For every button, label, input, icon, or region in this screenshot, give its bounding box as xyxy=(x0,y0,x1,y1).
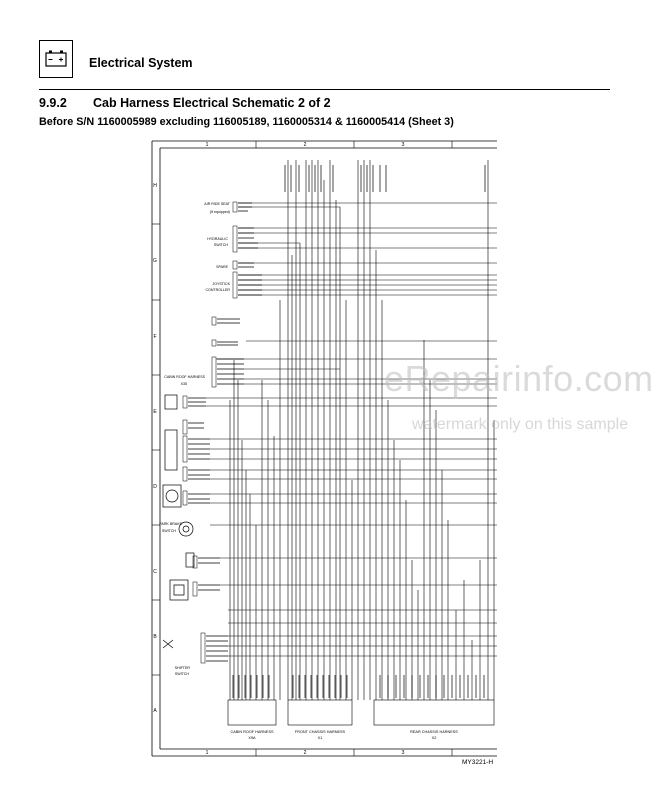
watermark-subtext: watermark only on this sample xyxy=(412,416,629,433)
column-label-top-1: 1 xyxy=(205,142,209,148)
row-label-b: B xyxy=(153,634,157,640)
label-joystick: JOYSTICK xyxy=(212,282,230,286)
harness-label-front-chassis: FRONT CHASSIS HARNESS xyxy=(294,730,346,734)
row-ticks xyxy=(152,224,160,675)
label-hydraulic: HYDRAULIC xyxy=(207,237,228,241)
column-label-bottom-1: 1 xyxy=(205,750,209,756)
row-label-d: D xyxy=(153,484,157,490)
label-cabin-roof-harness: CABIN ROOF HARNESS xyxy=(164,375,205,379)
page-header-title: Electrical System xyxy=(89,56,193,70)
top-wire-label-marks xyxy=(285,165,485,192)
column-label-bottom-3: 3 xyxy=(401,750,405,756)
section-title: Cab Harness Electrical Schematic 2 of 2 xyxy=(93,96,331,110)
label-if-equipped: (If equipped) xyxy=(209,210,230,214)
watermark-text: eRepairinfo.com xyxy=(384,358,654,399)
harness-label-x1: X1 xyxy=(317,736,323,740)
label-switch-1: SWITCH xyxy=(213,243,228,247)
harness-label-rear-chassis: REAR CHASSIS HARNESS xyxy=(410,730,458,734)
column-label-top-2: 2 xyxy=(303,142,307,148)
label-switch-2: SWITCH xyxy=(161,529,176,533)
pin-label-marks xyxy=(188,203,262,661)
label-spare: SPARE xyxy=(216,265,228,269)
connector-blocks xyxy=(180,202,237,663)
harness-label-x2: X2 xyxy=(431,736,437,740)
row-label-h: H xyxy=(153,183,157,189)
column-label-bottom-2: 2 xyxy=(303,750,307,756)
label-park-brake: PARK BRAKE xyxy=(159,522,182,526)
label-air-ride-seat: AIR RIDE SEAT xyxy=(204,202,230,206)
column-label-top-3: 3 xyxy=(401,142,405,148)
row-label-f: F xyxy=(153,334,157,340)
label-x35: X35 xyxy=(180,382,187,386)
bottom-harness-connectors xyxy=(228,700,494,725)
row-label-e: E xyxy=(153,409,157,415)
harness-label-cabin-roof: CABIN ROOF HARNESS xyxy=(230,730,274,734)
row-label-g: G xyxy=(153,258,157,264)
label-shifter: SHIFTER xyxy=(174,666,190,670)
label-controller: CONTROLLER xyxy=(205,288,230,292)
section-subtitle: Before S/N 1160005989 excluding 116005189, 1160005314 & 1160005414 (Sheet 3) xyxy=(39,116,454,128)
figure-id: MY3221-H xyxy=(462,759,494,766)
section-number: 9.9.2 xyxy=(39,96,67,110)
row-label-c: C xyxy=(153,569,157,575)
row-label-a: A xyxy=(153,708,157,714)
bottom-pin-marks xyxy=(233,675,484,698)
harness-label-x9a: X9A xyxy=(248,736,256,740)
label-switch-3: SWITCH xyxy=(174,672,189,676)
